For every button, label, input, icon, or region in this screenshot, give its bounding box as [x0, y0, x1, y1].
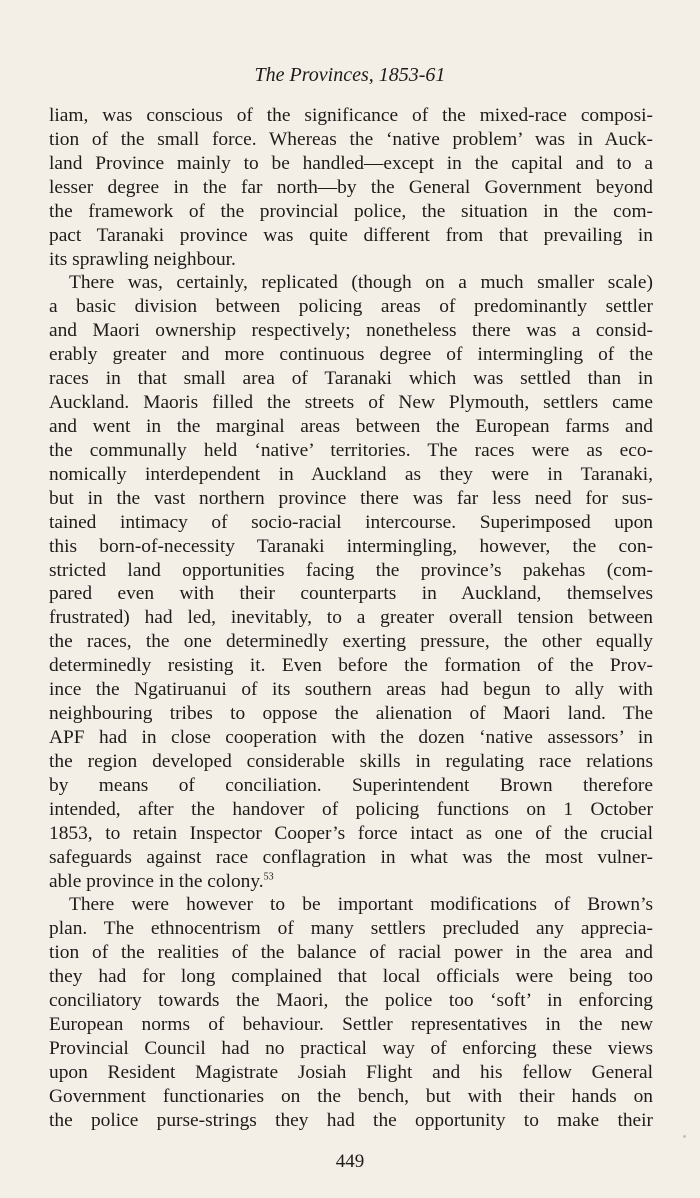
paper-speck [683, 1135, 686, 1138]
text-line: they had for long complained that local officials were being too [49, 966, 653, 988]
text-line: and Maori ownership respectively; nonetheless there was a consid- [49, 320, 653, 342]
text-line: There were however to be important modifications of Brown’s [69, 894, 653, 916]
text-line: tained intimacy of socio-racial intercourse. Superimposed upon [49, 511, 653, 533]
text-line: tion of the realities of the balance of racial power in the area and [49, 942, 653, 964]
footnote-reference: 53 [263, 871, 274, 883]
page-number: 449 [335, 1151, 365, 1172]
text-line: the police purse-strings they had the opportunity to make their [49, 1109, 653, 1131]
text-line: determinedly resisting it. Even before the formation of the Prov- [49, 655, 653, 677]
text-line: the region developed considerable skills in regulating race relations [49, 750, 653, 772]
text-line: pact Taranaki province was quite different from that prevailing in [49, 224, 653, 246]
text-line: conciliatory towards the Maori, the police too ‘soft’ in enforcing [49, 990, 653, 1012]
text-line: Government functionaries on the bench, but with their hands on [49, 1085, 653, 1107]
text-line: There was, certainly, replicated (though on a much smaller scale) [69, 272, 653, 294]
text-line: intended, after the handover of policing functions on 1 October [49, 798, 653, 820]
text-line: lesser degree in the far north—by the General Government beyond [49, 176, 653, 198]
text-line: neighbouring tribes to oppose the alienation of Maori land. The [49, 703, 653, 725]
text-line: the communally held ‘native’ territories. The races were as eco- [49, 439, 653, 461]
text-line: APF had in close cooperation with the dozen ‘native assessors’ in [49, 726, 653, 748]
body-text [49, 104, 653, 1133]
paragraph [49, 104, 653, 271]
running-head: The Provinces, 1853-61 [254, 64, 446, 86]
text-line: upon Resident Magistrate Josiah Flight and his fellow General [49, 1061, 653, 1083]
text-line: European norms of behaviour. Settler representatives in the new [49, 1014, 653, 1036]
text-line: tion of the small force. Whereas the ‘native problem’ was in Auck- [49, 128, 653, 150]
text-line: by means of conciliation. Superintendent Brown therefore [49, 774, 653, 796]
paragraph [49, 893, 653, 1132]
text-line: and went in the marginal areas between the European farms and [49, 415, 653, 437]
text-line [49, 870, 653, 894]
text-line: its sprawling neighbour. [49, 248, 236, 270]
paragraph [49, 271, 653, 893]
text-line: erably greater and more continuous degree of intermingling of the [49, 344, 653, 366]
text-line: stricted land opportunities facing the province’s pakehas (com- [49, 559, 653, 581]
text-line: frustrated) had led, inevitably, to a greater overall tension between [49, 607, 653, 629]
text-line: safeguards against race conflagration in what was the most vulner- [49, 846, 653, 868]
text-line: nomically interdependent in Auckland as they were in Taranaki, [49, 463, 653, 485]
text-line: land Province mainly to be handled—except in the capital and to a [49, 152, 653, 174]
text-line: a basic division between policing areas of predominantly settler [49, 296, 653, 318]
text-line: the framework of the provincial police, the situation in the com- [49, 200, 653, 222]
text-line: but in the vast northern province there was far less need for sus- [49, 487, 653, 509]
text-line: this born-of-necessity Taranaki intermingling, however, the con- [49, 535, 653, 557]
text-line: races in that small area of Taranaki which was settled than in [49, 368, 653, 390]
text-line-content: able province in the colony. [49, 870, 264, 892]
text-line: Provincial Council had no practical way of enforcing these views [49, 1037, 653, 1059]
text-line: 1853, to retain Inspector Cooper’s force intact as one of the crucial [49, 822, 653, 844]
text-line: the races, the one determinedly exerting pressure, the other equally [49, 631, 653, 653]
text-line: plan. The ethnocentrism of many settlers precluded any apprecia- [49, 918, 653, 940]
text-line: Auckland. Maoris filled the streets of New Plymouth, settlers came [49, 392, 653, 414]
text-line: ince the Ngatiruanui of its southern areas had begun to ally with [49, 679, 653, 701]
text-line: liam, was conscious of the significance of the mixed-race composi- [49, 105, 653, 126]
text-line: pared even with their counterparts in Auckland, themselves [49, 583, 653, 605]
